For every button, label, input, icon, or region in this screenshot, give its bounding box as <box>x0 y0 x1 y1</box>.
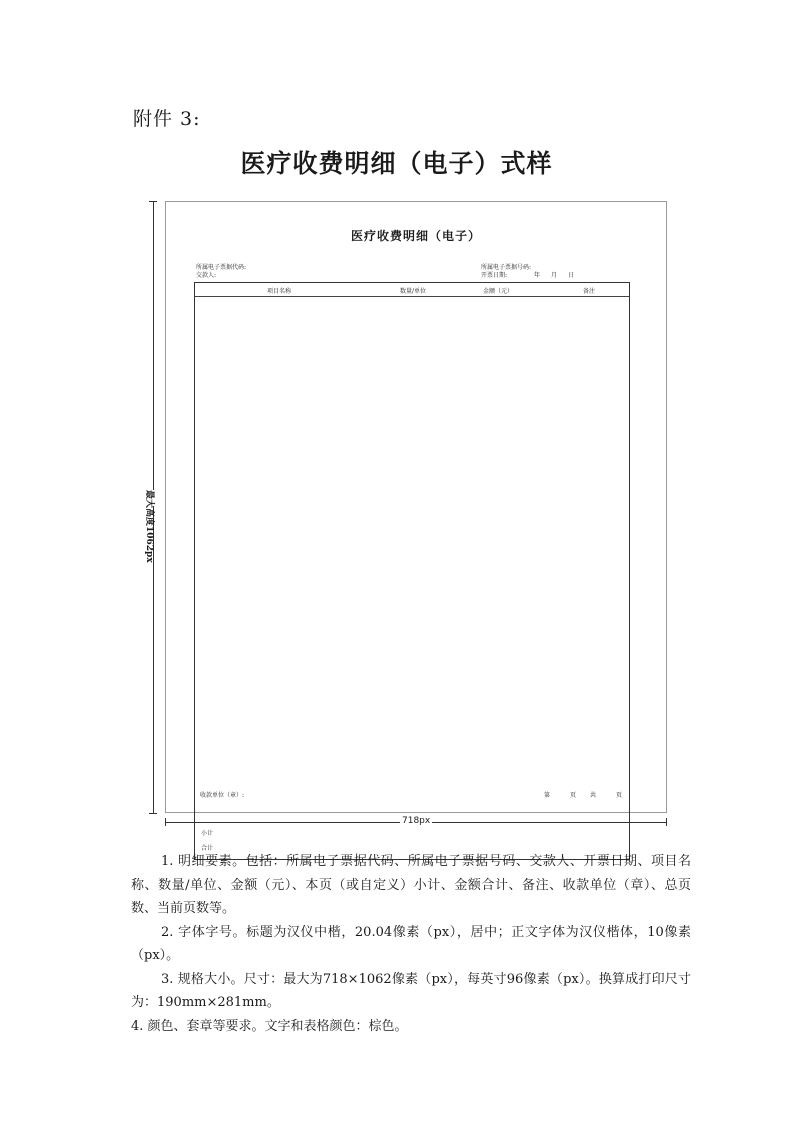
note-2: 2. 字体字号。标题为汉仪中楷，20.04像素（px），居中；正文字体为汉仪楷体，10像素（px）。 <box>131 924 691 963</box>
field-invoice-code: 所属电子票据代码: <box>196 264 247 271</box>
col-remark: 备注 <box>583 288 596 295</box>
page-label-current: 第 <box>544 792 551 799</box>
note-4: 4. 颜色、套章等要求。文字和表格颜色：棕色。 <box>131 1018 408 1034</box>
note-3: 3. 规格大小。尺寸：最大为718×1062像素（px），每英寸96像素（px）。换算成打印尺寸为：190mm×281mm。 <box>131 971 691 1010</box>
attachment-label: 附件 3: <box>133 108 201 130</box>
detail-table <box>194 282 630 860</box>
page-title: 医疗收费明细（电子）式样 <box>240 149 553 178</box>
table-header <box>195 283 629 297</box>
page-label-page: 页 <box>570 792 577 799</box>
col-item-name: 项目名称 <box>267 288 292 295</box>
notes <box>131 850 691 1038</box>
col-amount: 金额（元） <box>483 288 514 295</box>
page-label-total: 共 <box>590 792 597 799</box>
height-label: 最大高度1062px <box>143 490 158 506</box>
payee-label: 收款单位（章）: <box>200 792 245 799</box>
col-quantity-unit: 数量/单位 <box>400 288 427 295</box>
subtotal-label: 小计 <box>201 830 214 837</box>
field-issue-date: 开票日期: <box>481 272 508 279</box>
width-tick-right <box>666 818 667 826</box>
total-label: 合计 <box>201 845 214 852</box>
page-label-pages: 页 <box>616 792 623 799</box>
field-payer: 交款人: <box>196 272 217 279</box>
sample-title: 医疗收费明细（电子） <box>350 229 481 243</box>
width-label: 718px <box>402 816 431 826</box>
height-tick-bottom <box>149 813 157 814</box>
date-day: 日 <box>568 272 575 279</box>
date-year: 年 <box>534 272 541 279</box>
note-1: 1. 明细要素。包括：所属电子票据代码、所属电子票据号码、交款人、开票日期、项目名称、数量/单位、金额（元）、本页（或自定义）小计、金额合计、备注、收款单位（章）、总页数、当前页数等。 <box>131 854 691 916</box>
date-month: 月 <box>551 272 558 279</box>
width-tick-left <box>165 818 166 826</box>
height-tick-top <box>149 201 157 202</box>
field-invoice-number: 所属电子票据号码: <box>481 264 532 271</box>
